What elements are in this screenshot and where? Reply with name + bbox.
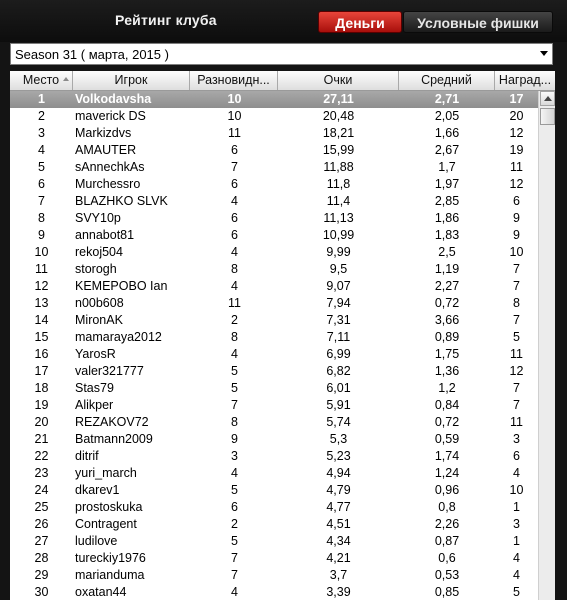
cell-place: 29	[34, 568, 49, 582]
table-row[interactable]	[10, 312, 538, 329]
cell-rewards: 8	[513, 296, 520, 310]
cell-place: 3	[38, 126, 45, 140]
cell-average: 1,86	[434, 211, 460, 225]
cell-points: 6,01	[326, 381, 351, 395]
cell-points: 4,77	[326, 500, 351, 514]
sort-up-icon	[63, 77, 69, 81]
table-row[interactable]	[10, 176, 538, 193]
cell-average: 1,2	[438, 381, 456, 395]
cell-place: 28	[34, 551, 49, 565]
cell-average: 0,59	[434, 432, 460, 446]
cell-place: 30	[34, 585, 49, 599]
column-header-variety[interactable]: Разновидн...	[190, 71, 278, 90]
cell-player: BLAZHKO SLVK	[75, 194, 168, 208]
column-header-place[interactable]: Место	[10, 71, 73, 90]
cell-variety: 7	[231, 398, 238, 412]
cell-average: 0,72	[434, 415, 460, 429]
cell-average: 3,66	[434, 313, 460, 327]
cell-points: 9,99	[326, 245, 351, 259]
cell-rewards: 4	[513, 466, 520, 480]
cell-average: 2,85	[434, 194, 460, 208]
table-row[interactable]	[10, 550, 538, 567]
cell-rewards: 3	[513, 432, 520, 446]
cell-variety: 6	[231, 177, 238, 191]
cell-place: 22	[34, 449, 49, 463]
cell-player: YarosR	[75, 347, 116, 361]
table-row[interactable]	[10, 108, 538, 125]
cell-variety: 7	[231, 551, 238, 565]
cell-player: oxatan44	[75, 585, 127, 599]
cell-average: 1,97	[434, 177, 460, 191]
cell-average: 1,83	[434, 228, 460, 242]
cell-average: 1,74	[434, 449, 460, 463]
cell-points: 9,07	[326, 279, 351, 293]
cell-points: 20,48	[322, 109, 355, 123]
table-row[interactable]	[10, 125, 538, 142]
cell-player: sAnnechkAs	[75, 160, 145, 174]
table-row[interactable]	[10, 278, 538, 295]
cell-variety: 10	[227, 109, 242, 123]
cell-place: 19	[34, 398, 49, 412]
vertical-scrollbar[interactable]	[538, 91, 555, 600]
column-header-player[interactable]: Игрок	[73, 71, 190, 90]
cell-variety: 8	[231, 415, 238, 429]
cell-average: 0,96	[434, 483, 460, 497]
cell-player: ludilove	[75, 534, 118, 548]
cell-place: 27	[34, 534, 49, 548]
cell-place: 13	[34, 296, 49, 310]
cell-player: yuri_march	[75, 466, 137, 480]
cell-points: 5,23	[326, 449, 351, 463]
cell-points: 7,31	[326, 313, 351, 327]
cell-points: 11,4	[326, 194, 351, 208]
cell-place: 7	[38, 194, 45, 208]
cell-variety: 4	[231, 194, 238, 208]
cell-player: Markizdvs	[75, 126, 132, 140]
cell-variety: 5	[231, 534, 238, 548]
cell-rewards: 9	[513, 228, 520, 242]
cell-player: ditrif	[75, 449, 99, 463]
table-row[interactable]	[10, 414, 538, 431]
cell-points: 6,82	[326, 364, 351, 378]
cell-place: 10	[34, 245, 49, 259]
table-row[interactable]	[10, 227, 538, 244]
season-select[interactable]	[10, 43, 553, 65]
table-body	[10, 91, 538, 600]
cell-variety: 6	[231, 228, 238, 242]
cell-rewards: 6	[513, 449, 520, 463]
cell-average: 0,53	[434, 568, 460, 582]
cell-rewards: 17	[509, 92, 524, 106]
cell-average: 0,8	[438, 500, 456, 514]
scroll-up-button[interactable]	[540, 91, 555, 106]
cell-variety: 8	[231, 262, 238, 276]
cell-average: 2,71	[434, 92, 460, 106]
cell-variety: 4	[231, 466, 238, 480]
table-row[interactable]	[10, 533, 538, 550]
table-row[interactable]	[10, 499, 538, 516]
cell-points: 4,34	[326, 534, 351, 548]
header-bar	[0, 0, 567, 42]
cell-points: 5,91	[326, 398, 351, 412]
table-row[interactable]	[10, 329, 538, 346]
table-row[interactable]	[10, 465, 538, 482]
cell-average: 2,5	[438, 245, 456, 259]
cell-place: 18	[34, 381, 49, 395]
cell-rewards: 12	[509, 177, 524, 191]
cell-points: 11,8	[326, 177, 351, 191]
chevron-up-icon	[544, 96, 552, 101]
table-row[interactable]	[10, 567, 538, 584]
cell-points: 15,99	[322, 143, 355, 157]
cell-variety: 10	[227, 92, 242, 106]
cell-rewards: 5	[513, 330, 520, 344]
cell-rewards: 7	[513, 313, 520, 327]
cell-rewards: 6	[513, 194, 520, 208]
cell-points: 27,11	[323, 92, 354, 106]
cell-points: 4,51	[326, 517, 351, 531]
cell-points: 4,21	[326, 551, 351, 565]
cell-variety: 4	[231, 585, 238, 599]
cell-place: 16	[34, 347, 49, 361]
cell-variety: 6	[231, 500, 238, 514]
cell-player: REZAKOV72	[75, 415, 149, 429]
table-row[interactable]	[10, 516, 538, 533]
cell-place: 20	[34, 415, 49, 429]
cell-rewards: 19	[509, 143, 524, 157]
cell-place: 21	[34, 432, 49, 446]
cell-player: prostoskuka	[75, 500, 143, 514]
cell-place: 9	[38, 228, 45, 242]
cell-player: Alikper	[75, 398, 114, 412]
cell-place: 17	[34, 364, 49, 378]
cell-rewards: 1	[513, 500, 520, 514]
column-header-points[interactable]: Очки	[278, 71, 399, 90]
cell-rewards: 1	[513, 534, 520, 548]
cell-points: 18,21	[322, 126, 355, 140]
cell-player: Stas79	[75, 381, 114, 395]
cell-rewards: 7	[513, 398, 520, 412]
cell-player: maverick DS	[75, 109, 146, 123]
cell-variety: 7	[231, 568, 238, 582]
cell-player: MironAK	[75, 313, 123, 327]
cell-player: AMAUTER	[75, 143, 137, 157]
scrollbar-thumb[interactable]	[540, 108, 555, 125]
table-row[interactable]	[10, 584, 538, 600]
cell-average: 1,75	[434, 347, 460, 361]
cell-variety: 9	[231, 432, 238, 446]
cell-place: 25	[34, 500, 49, 514]
cell-points: 5,3	[329, 432, 348, 446]
cell-rewards: 7	[513, 279, 520, 293]
table-row[interactable]	[10, 261, 538, 278]
cell-place: 11	[35, 262, 48, 276]
table-row[interactable]	[10, 210, 538, 227]
tab-money[interactable]: Деньги	[318, 11, 402, 33]
table-row[interactable]	[10, 448, 538, 465]
cell-player: rekoj504	[75, 245, 123, 259]
cell-rewards: 7	[513, 381, 520, 395]
cell-place: 24	[34, 483, 49, 497]
cell-variety: 2	[231, 313, 238, 327]
cell-player: Contragent	[75, 517, 137, 531]
cell-rewards: 11	[510, 347, 523, 361]
cell-average: 0,89	[434, 330, 460, 344]
table-header	[10, 71, 555, 91]
cell-player: Murchessro	[75, 177, 141, 191]
cell-place: 12	[34, 279, 49, 293]
cell-points: 7,94	[326, 296, 351, 310]
cell-average: 2,27	[434, 279, 460, 293]
table-row[interactable]	[10, 295, 538, 312]
cell-average: 1,66	[434, 126, 460, 140]
cell-rewards: 4	[513, 568, 520, 582]
rating-table	[10, 71, 555, 600]
cell-variety: 5	[231, 381, 238, 395]
cell-rewards: 9	[513, 211, 520, 225]
cell-variety: 11	[228, 296, 241, 310]
cell-place: 6	[38, 177, 45, 191]
cell-place: 26	[34, 517, 49, 531]
cell-average: 2,05	[434, 109, 460, 123]
table-row[interactable]	[10, 363, 538, 380]
cell-points: 11,88	[323, 160, 354, 174]
cell-variety: 8	[231, 330, 238, 344]
column-header-rewards[interactable]: Наград...	[498, 73, 552, 87]
chevron-down-icon	[540, 51, 548, 56]
cell-points: 4,79	[326, 483, 351, 497]
page-title: Рейтинг клуба	[115, 12, 217, 28]
table-row[interactable]	[10, 142, 538, 159]
table-row[interactable]	[10, 397, 538, 414]
cell-place: 15	[34, 330, 49, 344]
cell-rewards: 10	[509, 245, 524, 259]
cell-variety: 4	[231, 279, 238, 293]
cell-variety: 4	[231, 245, 238, 259]
cell-place: 2	[38, 109, 45, 123]
cell-variety: 11	[228, 126, 241, 140]
cell-points: 3,39	[326, 585, 351, 599]
cell-points: 9,5	[329, 262, 348, 276]
column-header-average[interactable]: Средний	[399, 71, 495, 90]
season-select-value: Season 31 ( марта, 2015 )	[15, 47, 169, 62]
cell-player: Batmann2009	[75, 432, 153, 446]
table-row[interactable]	[10, 431, 538, 448]
cell-points: 6,99	[326, 347, 351, 361]
cell-points: 10,99	[322, 228, 355, 242]
cell-rewards: 10	[509, 483, 524, 497]
cell-place: 8	[38, 211, 45, 225]
cell-player: SVY10p	[75, 211, 121, 225]
table-row[interactable]	[10, 380, 538, 397]
cell-player: storogh	[75, 262, 117, 276]
cell-average: 0,6	[438, 551, 456, 565]
cell-average: 0,87	[434, 534, 460, 548]
cell-place: 14	[34, 313, 49, 327]
cell-average: 2,67	[434, 143, 460, 157]
table-row[interactable]	[10, 193, 538, 210]
cell-average: 0,85	[434, 585, 460, 599]
cell-place: 1	[38, 92, 45, 106]
cell-player: KEMEPOBO Ian	[75, 279, 168, 293]
cell-rewards: 4	[513, 551, 520, 565]
cell-rewards: 12	[509, 364, 524, 378]
cell-variety: 6	[231, 211, 238, 225]
cell-variety: 2	[231, 517, 238, 531]
cell-variety: 4	[231, 347, 238, 361]
cell-player: Volkodavsha	[75, 92, 152, 106]
cell-variety: 5	[231, 483, 238, 497]
cell-player: tureckiy1976	[75, 551, 146, 565]
cell-rewards: 20	[509, 109, 524, 123]
table-row[interactable]	[10, 159, 538, 176]
table-row[interactable]	[10, 91, 538, 108]
cell-rewards: 3	[513, 517, 520, 531]
cell-points: 7,11	[326, 330, 351, 344]
cell-player: n00b608	[75, 296, 124, 310]
cell-player: mamaraya2012	[75, 330, 162, 344]
cell-average: 2,26	[434, 517, 460, 531]
cell-variety: 7	[231, 160, 238, 174]
cell-average: 1,36	[434, 364, 460, 378]
cell-variety: 5	[231, 364, 238, 378]
cell-place: 23	[34, 466, 49, 480]
cell-place: 5	[38, 160, 45, 174]
cell-average: 1,24	[434, 466, 460, 480]
cell-rewards: 7	[513, 262, 520, 276]
cell-player: annabot81	[75, 228, 135, 242]
cell-average: 0,84	[434, 398, 460, 412]
cell-points: 4,94	[326, 466, 351, 480]
cell-points: 11,13	[323, 211, 354, 225]
cell-points: 3,7	[329, 568, 348, 582]
cell-rewards: 12	[509, 126, 524, 140]
cell-place: 4	[38, 143, 45, 157]
table-row[interactable]	[10, 482, 538, 499]
cell-rewards: 11	[510, 160, 523, 174]
cell-variety: 3	[231, 449, 238, 463]
cell-rewards: 5	[513, 585, 520, 599]
table-row[interactable]	[10, 244, 538, 261]
tab-chips[interactable]: Условные фишки	[403, 11, 553, 33]
cell-average: 0,72	[434, 296, 460, 310]
cell-player: marianduma	[75, 568, 145, 582]
cell-rewards: 11	[510, 415, 523, 429]
cell-points: 5,74	[326, 415, 351, 429]
cell-average: 1,7	[438, 160, 456, 174]
table-row[interactable]	[10, 346, 538, 363]
cell-variety: 6	[231, 143, 238, 157]
cell-player: valer321777	[75, 364, 144, 378]
cell-average: 1,19	[434, 262, 460, 276]
cell-player: dkarev1	[75, 483, 120, 497]
